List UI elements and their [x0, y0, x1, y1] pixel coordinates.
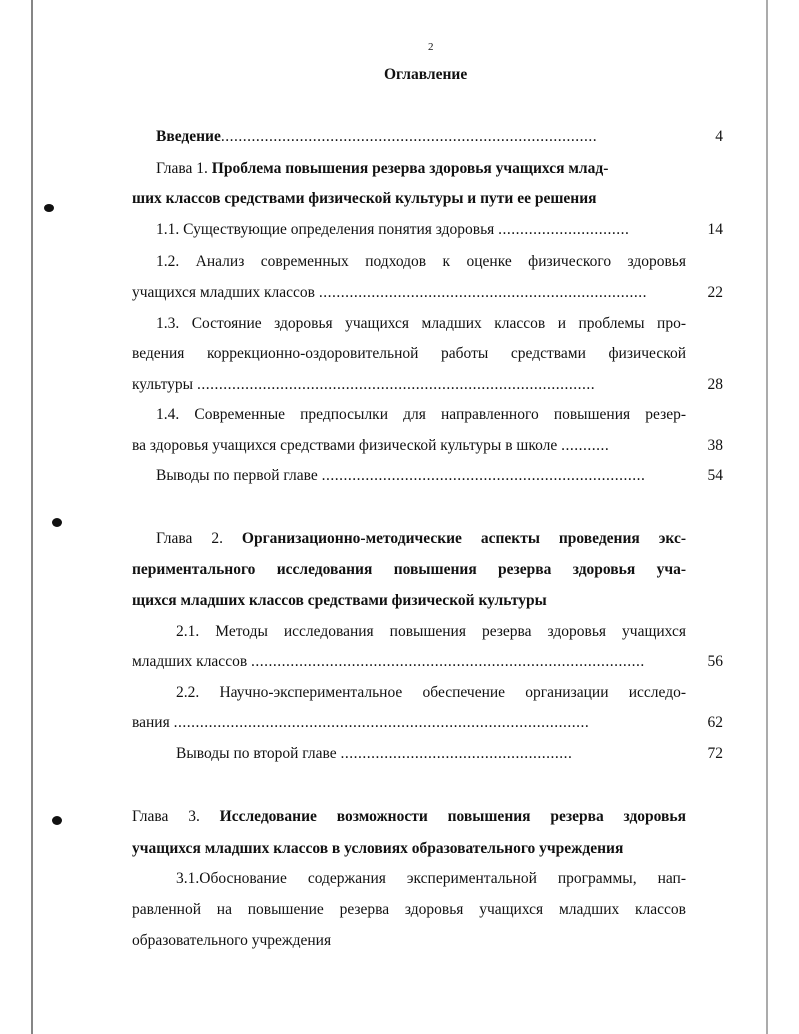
- toc-entry-3-1-line-3: образовательного учреждения: [132, 932, 332, 949]
- hole-punch-mark: [52, 518, 62, 527]
- toc-entry-2-1-line-2: [132, 653, 645, 671]
- toc-entry-intro: [156, 128, 597, 146]
- toc-page-number: 4: [715, 128, 723, 145]
- toc-entry-3-1-line-2: равленной на повышение резерва здоровья учащихся младших классов: [132, 901, 686, 918]
- toc-page-number: 28: [707, 376, 723, 393]
- toc-leader-dots: ...........................................................................: [318, 284, 647, 301]
- toc-leader-dots: .....................................................: [340, 745, 573, 762]
- toc-leader-dots: ..........................................................................................: [251, 653, 645, 670]
- chapter-prefix: Глава 3.: [132, 808, 220, 825]
- chapter-title: Организационно-методические аспекты проведения экс-: [241, 530, 687, 547]
- toc-leader-dots: ..........................................................................: [321, 467, 646, 484]
- toc-page-number: 72: [707, 745, 723, 762]
- toc-leader-dots: ......................................................................................: [220, 128, 598, 145]
- hole-punch-mark: [52, 816, 62, 825]
- toc-page-number: 14: [707, 221, 723, 238]
- chapter-3-heading-line-2: учащихся младших классов в условиях образовательного учреждения: [132, 840, 624, 857]
- chapter-title: Проблема повышения резерва здоровья учащихся млад-: [211, 160, 609, 177]
- toc-entry-2-2-line-2: [132, 714, 589, 732]
- toc-page-number: 62: [707, 714, 723, 731]
- chapter-3-heading-line-1: [132, 808, 686, 826]
- chapter-2-heading-line-3: щихся младших классов средствами физической культуры: [132, 592, 547, 609]
- chapter-1-heading-line-1: [156, 160, 608, 178]
- toc-page-number: 56: [707, 653, 723, 670]
- chapter-2-heading-line-2: периментального исследования повышения резерва здоровья уча-: [132, 561, 686, 578]
- hole-punch-mark: [44, 204, 54, 212]
- toc-entry-3-1-line-1: 3.1.Обоснование содержания экспериментальной программы, нап-: [176, 870, 686, 887]
- chapter-prefix: Глава 1.: [156, 160, 212, 177]
- chapter-2-heading-line-1: [156, 530, 686, 548]
- toc-entry-1-4-line-1: 1.4. Современные предпосылки для направленного повышения резер-: [156, 406, 686, 423]
- toc-page-number: 22: [707, 284, 723, 301]
- toc-entry-label: Введение: [156, 128, 221, 145]
- toc-entry-1-2-line-1: 1.2. Анализ современных подходов к оценке физического здоровья: [156, 253, 686, 270]
- chapter-1-heading-line-2: ших классов средствами физической культуры и пути ее решения: [132, 190, 597, 207]
- toc-entry-1-3-line-2: ведения коррекционно-оздоровительной работы средствами физической: [132, 345, 686, 362]
- toc-entry-conclusions-1: [156, 467, 645, 485]
- page-number: 2: [428, 41, 434, 53]
- toc-entry-1-1: [156, 221, 629, 239]
- toc-leader-dots: ...............................................................................................: [173, 714, 590, 731]
- toc-entry-label: младших классов: [132, 653, 252, 670]
- toc-entry-label: Выводы по второй главе: [176, 745, 341, 762]
- scan-right-edge: [766, 0, 768, 1034]
- toc-leader-dots: ...........: [561, 437, 610, 454]
- page-title: Оглавление: [384, 66, 468, 83]
- toc-leader-dots: ...........................................................................................: [196, 376, 596, 393]
- toc-page-number: 54: [707, 467, 723, 484]
- toc-entry-2-2-line-1: 2.2. Научно-экспериментальное обеспечение организации исследо-: [176, 684, 686, 701]
- toc-entry-label: Выводы по первой главе: [156, 467, 322, 484]
- toc-entry-1-2-line-2: [132, 284, 647, 302]
- toc-entry-conclusions-2: [176, 745, 572, 763]
- toc-entry-label: культуры: [132, 376, 197, 393]
- toc-page-number: 38: [707, 437, 723, 454]
- toc-entry-2-1-line-1: 2.1. Методы исследования повышения резерва здоровья учащихся: [176, 623, 686, 640]
- toc-entry-1-4-line-2: [132, 437, 609, 455]
- toc-entry-label: ва здоровья учащихся средствами физической культуры в школе: [132, 437, 562, 454]
- toc-leader-dots: ..............................: [498, 221, 630, 238]
- toc-entry-label: 1.1. Существующие определения понятия здоровья: [156, 221, 499, 238]
- toc-entry-label: вания: [132, 714, 174, 731]
- toc-entry-label: учащихся младших классов: [132, 284, 319, 301]
- toc-entry-1-3-line-1: 1.3. Состояние здоровья учащихся младших классов и проблемы про-: [156, 315, 686, 332]
- chapter-prefix: Глава 2.: [156, 530, 242, 547]
- chapter-title: Исследование возможности повышения резерва здоровья: [219, 808, 686, 825]
- toc-entry-1-3-line-3: [132, 376, 595, 394]
- scan-left-edge: [31, 0, 33, 1034]
